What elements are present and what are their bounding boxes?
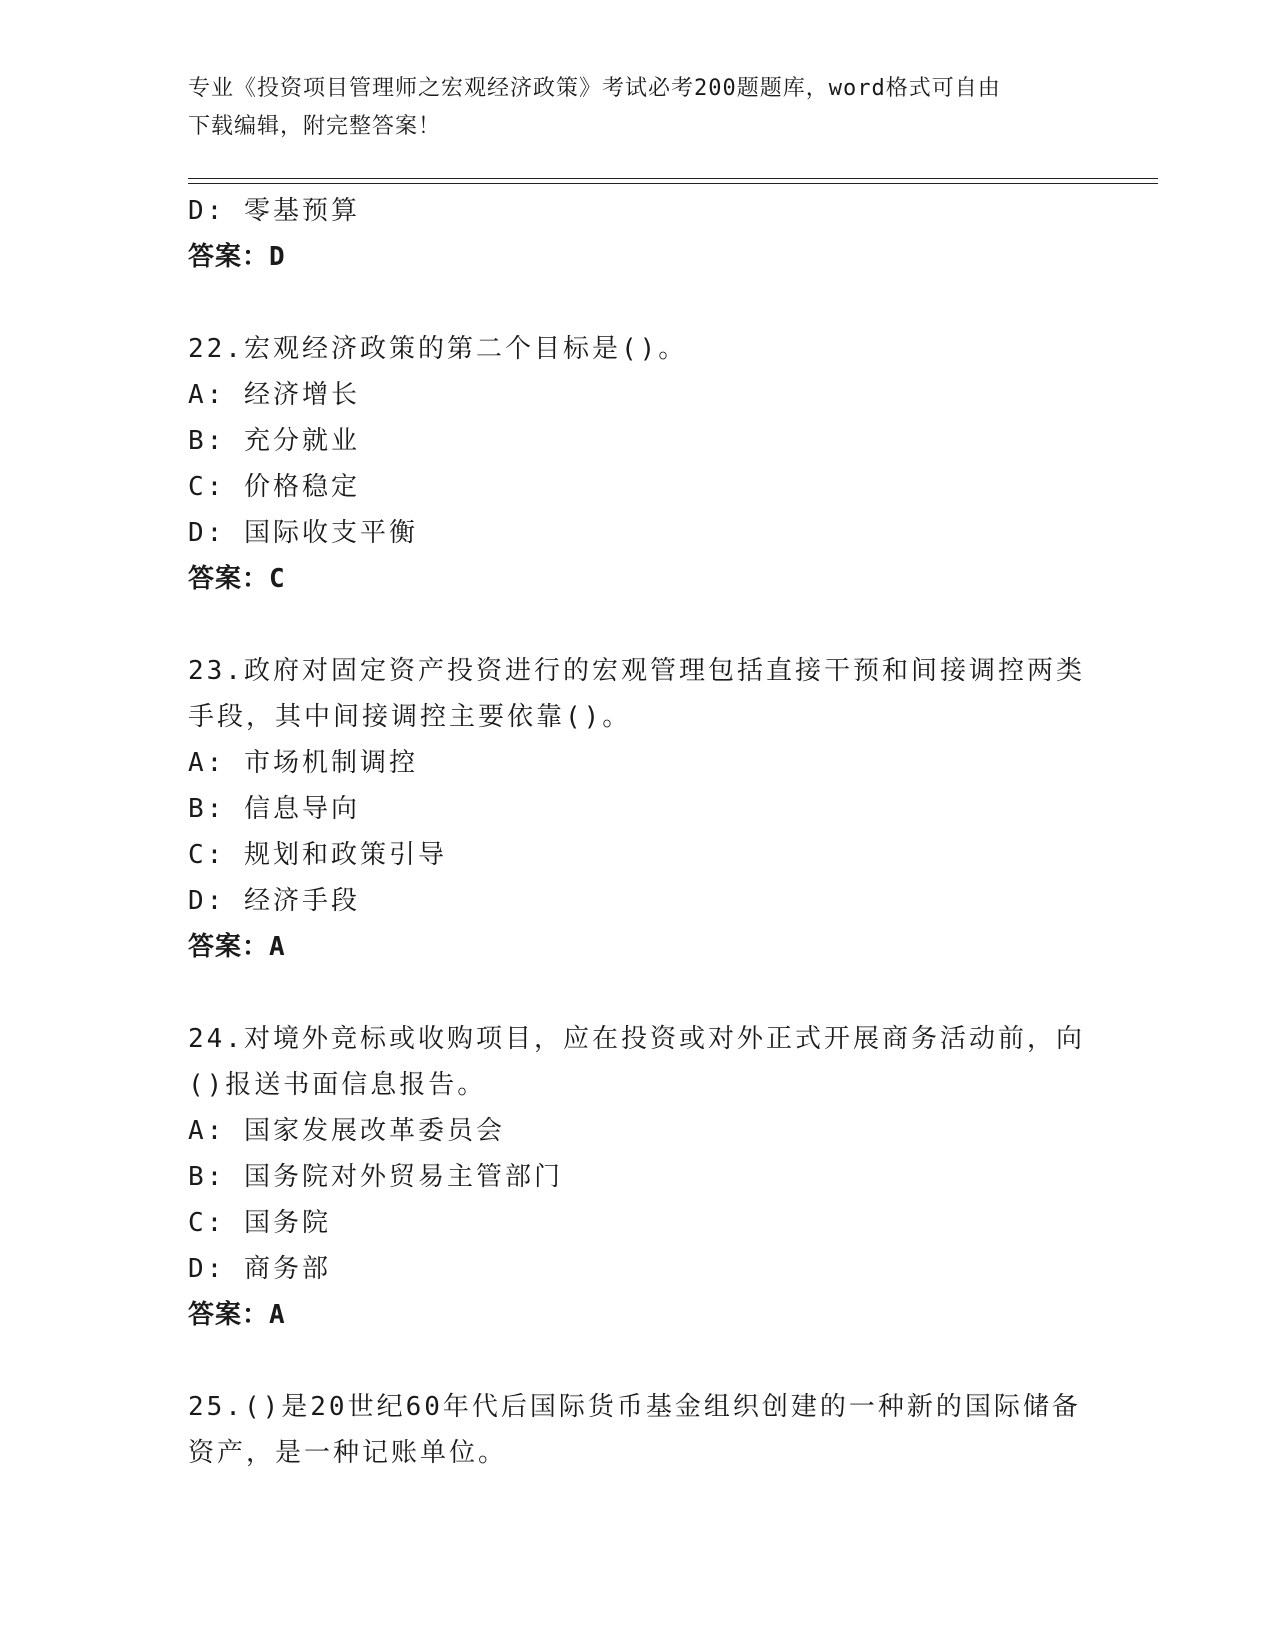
question-text-line-2: ()报送书面信息报告。 [188,1070,487,1100]
question-text: 22.宏观经济政策的第二个目标是()。 [188,334,688,364]
question-text-line-1: 24.对境外竞标或收购项目，应在投资或对外正式开展商务活动前，向 [188,1024,1085,1054]
option-c: C: 价格稳定 [188,472,360,502]
answer: 答案：A [188,932,286,962]
question-25 [188,1384,1088,1476]
question-list [188,188,1088,1476]
answer: 答案：C [188,564,286,594]
option-b: B: 信息导向 [188,794,360,824]
header-line-1: 专业《投资项目管理师之宏观经济政策》考试必考200题题库，word格式可自由 [188,76,1001,101]
option-a: A: 国家发展改革委员会 [188,1116,505,1146]
question-text-line-2: 资产，是一种记账单位。 [188,1438,508,1468]
option-d: D: 经济手段 [188,886,360,916]
question-text-line-1: 25.()是20世纪60年代后国际货币基金组织创建的一种新的国际储备 [188,1392,1081,1422]
header-line-2: 下载编辑，附完整答案！ [188,114,442,139]
answer: 答案：D [188,242,286,272]
option-c: C: 国务院 [188,1208,331,1238]
option-c: C: 规划和政策引导 [188,840,447,870]
option-d: D: 商务部 [188,1254,331,1284]
question-23 [188,648,1088,970]
question-21-tail [188,188,1088,280]
question-22 [188,326,1088,602]
question-24 [188,1016,1088,1338]
option-a: A: 市场机制调控 [188,748,418,778]
document-header [188,70,1068,146]
option-b: B: 充分就业 [188,426,360,456]
option-d: D: 国际收支平衡 [188,518,418,548]
option-b: B: 国务院对外贸易主管部门 [188,1162,563,1192]
header-rule-bottom [188,183,1158,184]
question-text-line-2: 手段，其中间接调控主要依靠()。 [188,702,632,732]
answer: 答案：A [188,1300,286,1330]
question-text-line-1: 23.政府对固定资产投资进行的宏观管理包括直接干预和间接调控两类 [188,656,1085,686]
option-a: A: 经济增长 [188,380,360,410]
header-rule-top [188,178,1158,179]
option-d: D: 零基预算 [188,196,360,226]
